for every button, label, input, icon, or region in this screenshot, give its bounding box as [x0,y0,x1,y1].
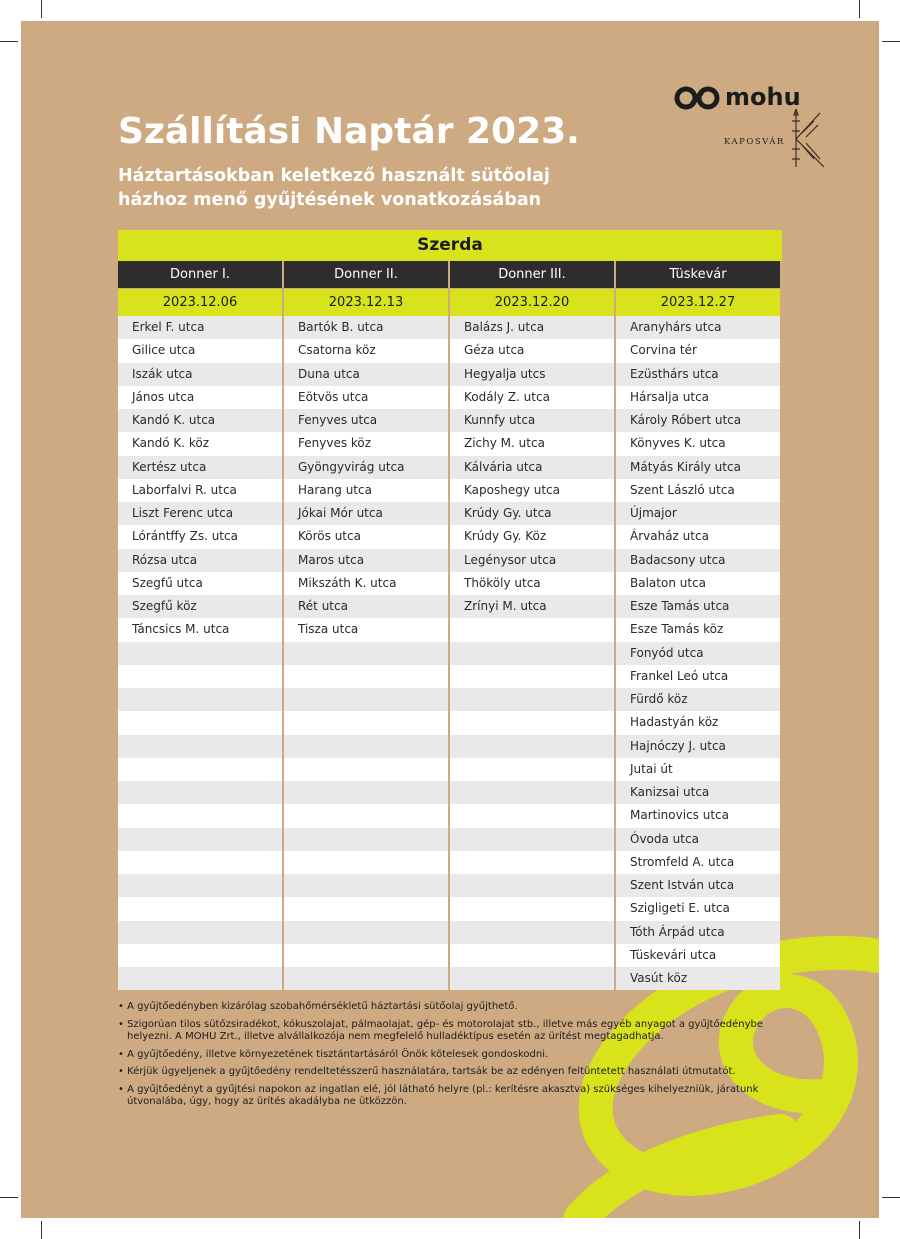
street-cell: Maros utca [284,549,448,572]
street-cell: Hajnóczy J. utca [616,735,780,758]
street-cell: Hársalja utca [616,386,780,409]
street-cell: Szigligeti E. utca [616,897,780,920]
collection-date: 2023.12.13 [284,289,448,316]
street-cell: Gilice utca [118,339,282,362]
street-cell: Újmajor [616,502,780,525]
street-cell: Badacsony utca [616,549,780,572]
street-cell: Csatorna köz [284,339,448,362]
page-subtitle [118,164,550,212]
street-list [450,316,614,990]
street-cell: Martinovics utca [616,804,780,827]
street-cell: Fenyves köz [284,432,448,455]
street-cell: Erkel F. utca [118,316,282,339]
crop-mark [882,41,900,42]
district-name: Donner III. [450,261,614,288]
street-cell [118,758,282,781]
street-cell: János utca [118,386,282,409]
street-cell: Laborfalvi R. utca [118,479,282,502]
street-cell [284,758,448,781]
street-cell [118,921,282,944]
street-cell: Aranyhárs utca [616,316,780,339]
street-cell [450,735,614,758]
subtitle-line: házhoz menő gyűjtésének vonatkozásában [118,190,542,210]
street-cell [284,921,448,944]
street-cell: Eötvös utca [284,386,448,409]
street-cell: Harang utca [284,479,448,502]
crop-mark [882,1197,900,1198]
street-cell [284,897,448,920]
street-cell: Balaton utca [616,572,780,595]
street-cell [284,944,448,967]
district-name: Donner II. [284,261,448,288]
street-cell [284,711,448,734]
calendar-page [21,21,879,1218]
street-cell [450,781,614,804]
street-cell: Rózsa utca [118,549,282,572]
street-cell [284,967,448,990]
street-cell: Tüskevári utca [616,944,780,967]
street-cell: Jutai út [616,758,780,781]
street-cell: Kandó K. utca [118,409,282,432]
crop-mark [0,1197,18,1198]
street-cell [450,897,614,920]
street-cell [284,781,448,804]
street-cell: Hadastyán köz [616,711,780,734]
district-column [118,261,282,990]
street-cell: Balázs J. utca [450,316,614,339]
street-cell: Frankel Leó utca [616,665,780,688]
street-cell: Tóth Árpád utca [616,921,780,944]
street-cell: Esze Tamás köz [616,618,780,641]
collection-date: 2023.12.06 [118,289,282,316]
street-cell: Jókai Mór utca [284,502,448,525]
street-cell [118,781,282,804]
street-cell: Fenyves utca [284,409,448,432]
street-cell: Szegfű utca [118,572,282,595]
street-cell [450,804,614,827]
street-cell [118,874,282,897]
street-cell [450,711,614,734]
street-cell: Rét utca [284,595,448,618]
street-cell: Kodály Z. utca [450,386,614,409]
collection-date: 2023.12.20 [450,289,614,316]
street-cell: Kandó K. köz [118,432,282,455]
street-cell: Gyöngyvirág utca [284,456,448,479]
street-cell: Körös utca [284,525,448,548]
subtitle-line: Háztartásokban keletkező használt sütőolaj [118,166,550,186]
street-cell [284,851,448,874]
district-column [616,261,780,990]
street-cell [118,665,282,688]
street-cell: Corvina tér [616,339,780,362]
street-cell: Fürdő köz [616,688,780,711]
notes-list [118,1001,790,1114]
street-cell: Kálvária utca [450,456,614,479]
street-cell [284,688,448,711]
street-cell: Zichy M. utca [450,432,614,455]
street-cell: Táncsics M. utca [118,618,282,641]
note-item: • A gyűjtőedényben kizárólag szobahőmérsékletű háztartási sütőolaj gyűjthető. [118,1001,790,1014]
street-cell [284,665,448,688]
schedule-grid [118,261,782,990]
street-cell [450,851,614,874]
street-cell [118,967,282,990]
district-column [450,261,614,990]
street-cell [284,735,448,758]
crop-mark [41,1221,42,1239]
street-cell [118,804,282,827]
street-cell [450,618,614,641]
street-cell: Mikszáth K. utca [284,572,448,595]
crop-mark [41,0,42,18]
street-cell [118,828,282,851]
street-cell [450,758,614,781]
street-list [118,316,282,990]
street-cell: Lórántffy Zs. utca [118,525,282,548]
street-cell: Fonyód utca [616,642,780,665]
street-cell [118,944,282,967]
street-cell [450,967,614,990]
street-cell [450,642,614,665]
street-cell [450,921,614,944]
street-cell [118,851,282,874]
crop-mark [859,0,860,18]
street-cell [284,828,448,851]
street-cell [450,874,614,897]
street-cell: Tisza utca [284,618,448,641]
street-cell: Ezüsthárs utca [616,363,780,386]
street-cell [118,897,282,920]
street-list [616,316,780,990]
street-cell: Szent István utca [616,874,780,897]
street-cell [118,735,282,758]
note-item: • A gyűjtőedényt a gyűjtési napokon az ingatlan elé, jól látható helyre (pl.: kerítésre akasztva) szükséges kihelyezniük, járatunk útvonalába, úgy, hogy az ürítés akadályba ne ütközzön. [118,1084,790,1109]
street-cell: Károly Róbert utca [616,409,780,432]
street-list [284,316,448,990]
district-column [284,261,448,990]
street-cell: Géza utca [450,339,614,362]
street-cell: Iszák utca [118,363,282,386]
kaposvar-k-icon [784,109,830,171]
street-cell: Szegfű köz [118,595,282,618]
street-cell: Krúdy Gy. utca [450,502,614,525]
street-cell: Liszt Ferenc utca [118,502,282,525]
street-cell: Kertész utca [118,456,282,479]
street-cell: Kunnfy utca [450,409,614,432]
street-cell: Szent László utca [616,479,780,502]
page-title: Szállítási Naptár 2023. [118,111,580,152]
street-cell: Hegyalja utcs [450,363,614,386]
crop-mark [859,1221,860,1239]
street-cell: Kaposhegy utca [450,479,614,502]
street-cell: Mátyás Király utca [616,456,780,479]
street-cell: Bartók B. utca [284,316,448,339]
street-cell: Stromfeld A. utca [616,851,780,874]
street-cell [450,944,614,967]
street-cell [450,688,614,711]
collection-schedule-table [118,230,782,990]
street-cell [284,874,448,897]
street-cell: Krúdy Gy. Köz [450,525,614,548]
street-cell [284,804,448,827]
mohu-infinity-icon [673,85,721,111]
street-cell [450,665,614,688]
district-name: Donner I. [118,261,282,288]
street-cell: Árvaház utca [616,525,780,548]
street-cell: Vasút köz [616,967,780,990]
logo-text: mohu [725,83,801,111]
street-cell: Esze Tamás utca [616,595,780,618]
crop-mark [0,41,18,42]
street-cell [118,642,282,665]
collection-date: 2023.12.27 [616,289,780,316]
note-item: • Kérjük ügyeljenek a gyűjtőedény rendeltetésszerű használatára, tartsák be az edényen feltüntetett használati útmutatót. [118,1066,790,1079]
note-item: • A gyűjtőedény, illetve környezetének tisztántartásáról Önök kötelesek gondoskodni. [118,1049,790,1062]
street-cell: Duna utca [284,363,448,386]
district-name: Tüskevár [616,261,780,288]
street-cell: Thököly utca [450,572,614,595]
street-cell: Óvoda utca [616,828,780,851]
street-cell: Kanizsai utca [616,781,780,804]
street-cell: Zrínyi M. utca [450,595,614,618]
street-cell [450,828,614,851]
street-cell: Könyves K. utca [616,432,780,455]
note-item: • Szigorúan tilos sütőzsiradékot, kókuszolajat, pálmaolajat, gép- és motorolajat stb., illetve más egyéb anyagot a gyűjtőedénybe helyezni. A MOHU Zrt., illetve alvállalkozója nem megfelelő hulladéktípus esetén az ürítést megtagadhatja. [118,1019,790,1044]
street-cell [118,688,282,711]
street-cell [284,642,448,665]
street-cell: Legénysor utca [450,549,614,572]
day-header: Szerda [118,230,782,261]
street-cell [118,711,282,734]
city-name: KAPOSVÁR [724,137,785,147]
